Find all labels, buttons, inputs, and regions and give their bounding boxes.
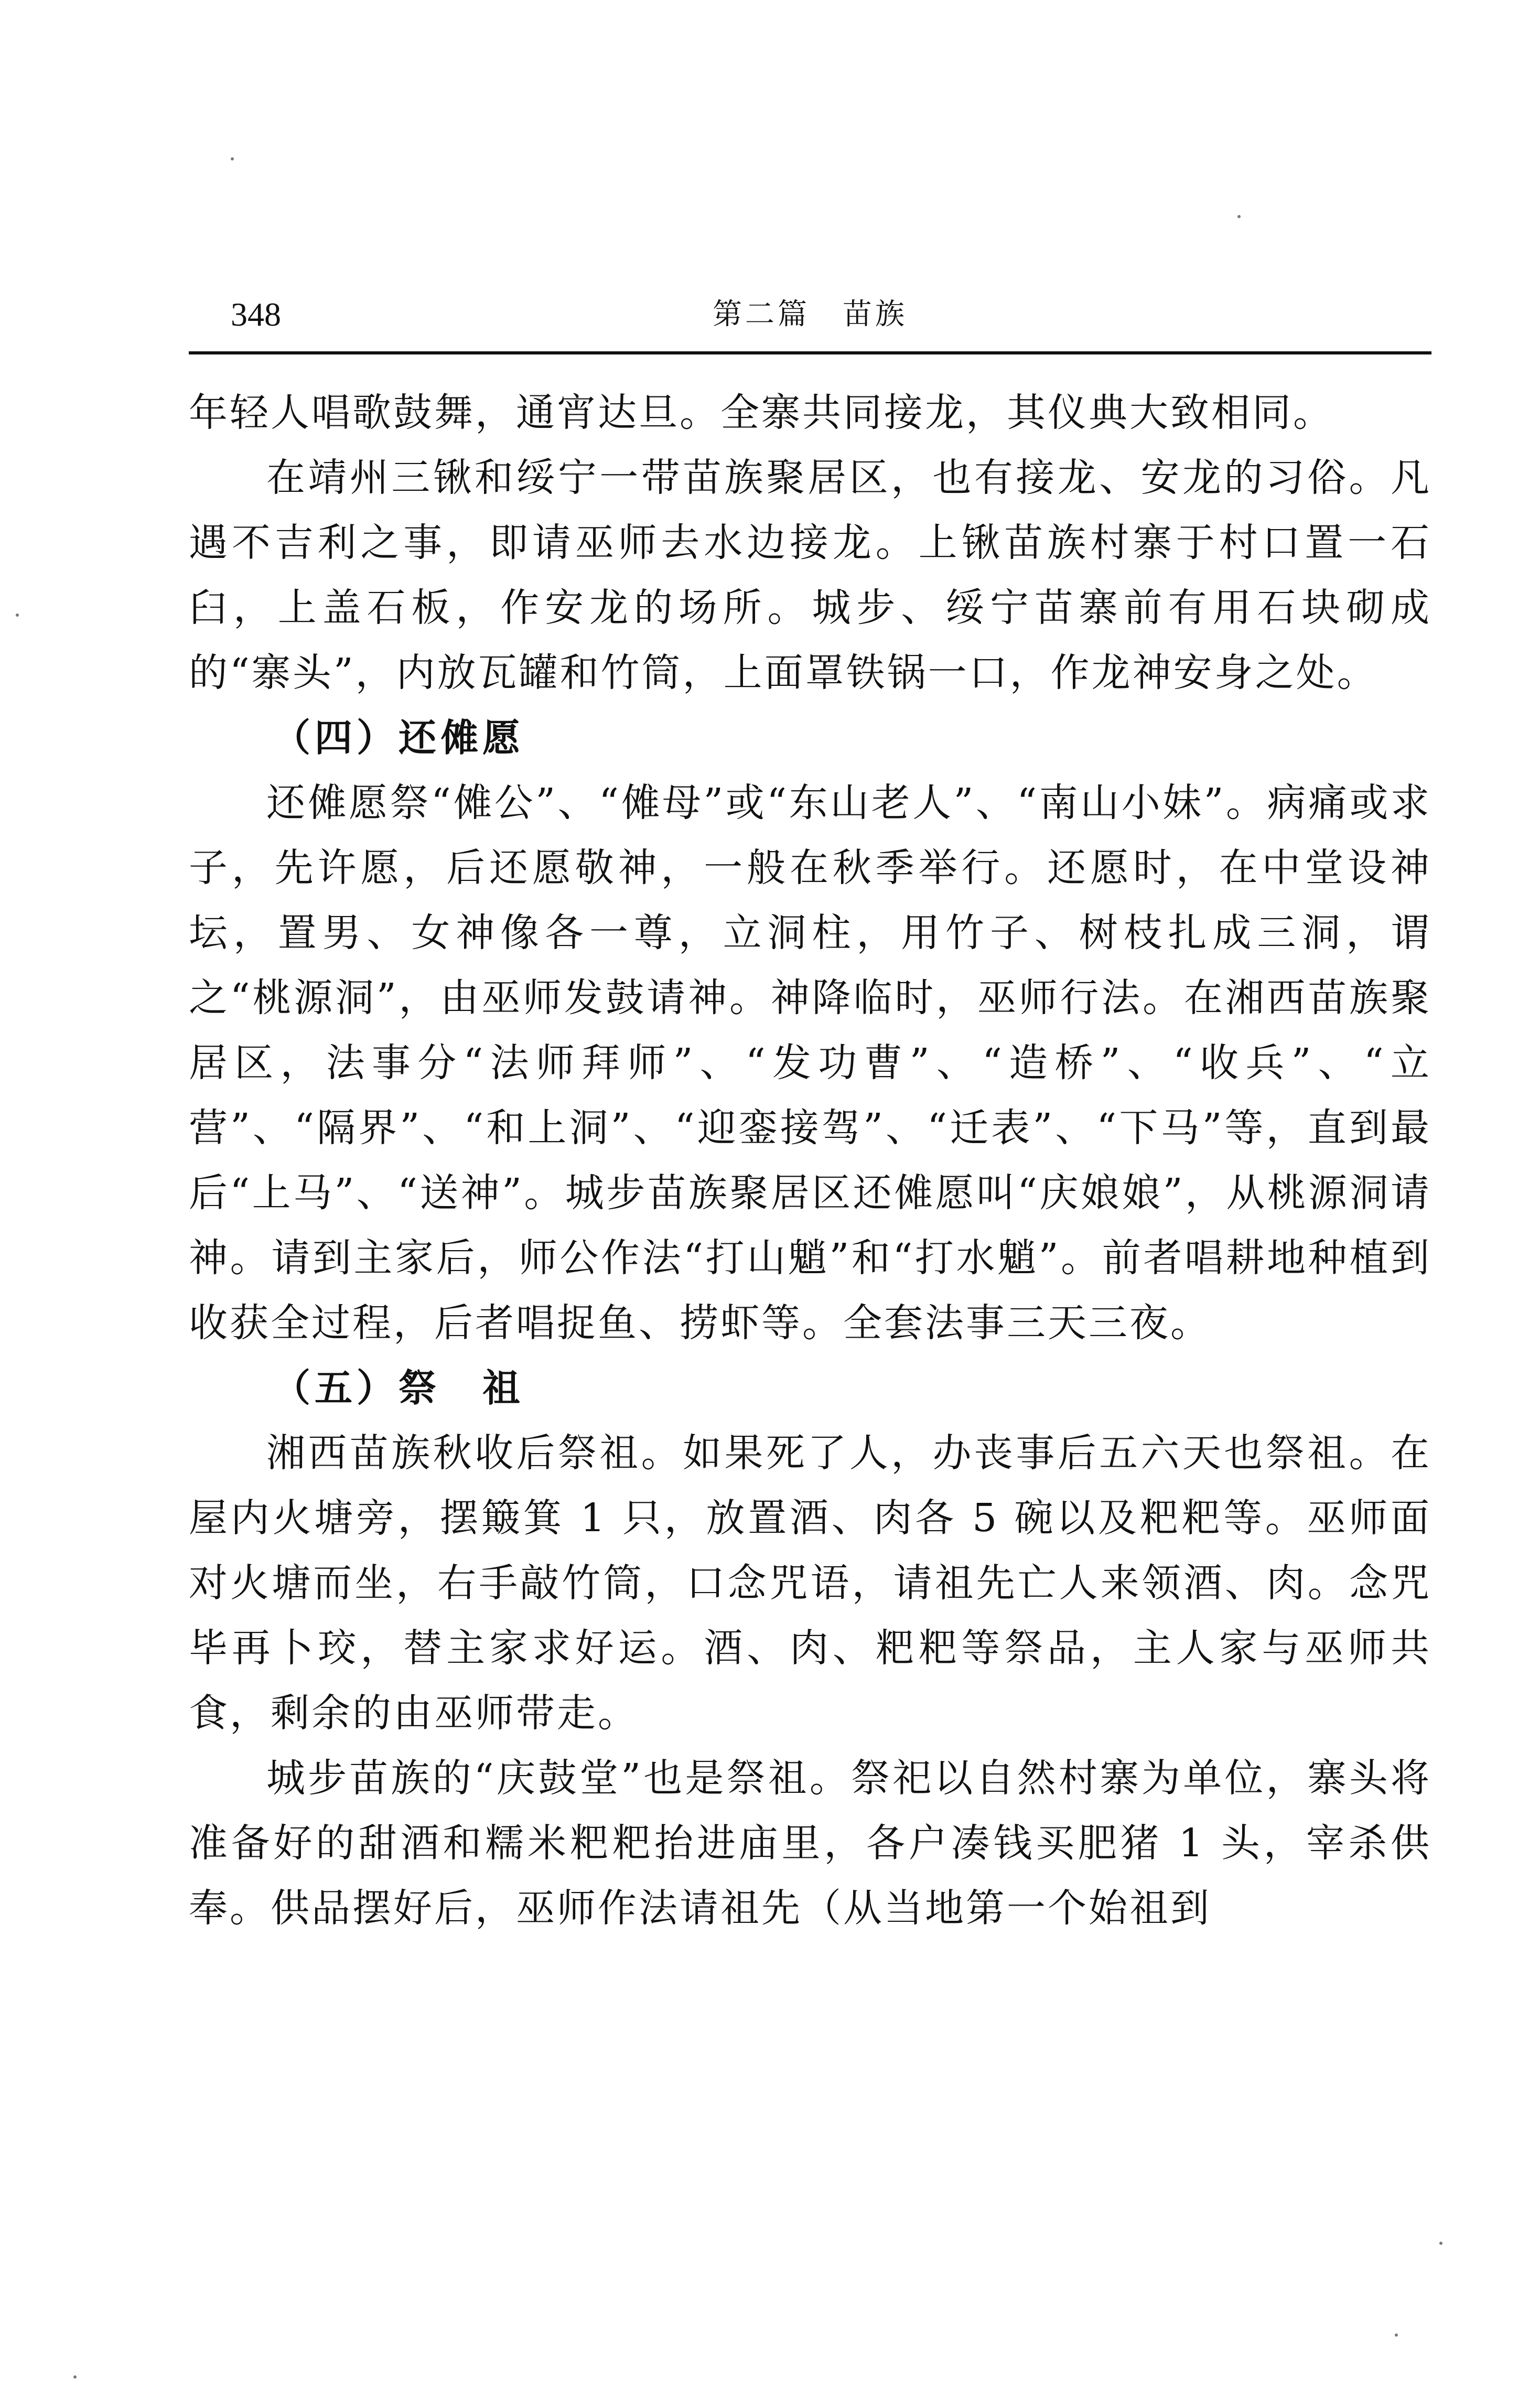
scan-speck <box>16 614 19 617</box>
running-head: 第二篇 苗族 <box>713 297 908 331</box>
scan-speck <box>1237 215 1241 218</box>
scan-speck <box>1439 2242 1442 2245</box>
header-rule <box>189 351 1431 354</box>
scan-speck <box>73 2375 77 2379</box>
paragraph-jizu-xiangxi: 湘西苗族秋收后祭祖。如果死了人，办丧事后五六天也祭祖。在屋内火塘旁，摆簸箕 1 只，放置酒、肉各 5 碗以及粑粑等。巫师面对火塘而坐，右手敲竹筒，口念咒语，请祖先亡人来领酒、肉。念咒毕再卜珓，替主家求好运。酒、肉、粑粑等祭品，主人家与巫师共食，剩余的由巫师带走。 <box>189 1430 1431 1736</box>
paragraph-jizu-chengbu: 城步苗族的“庆鼓堂”也是祭祖。祭祀以自然村寨为单位，寨头将准备好的甜酒和糯米粑粑抬进庙里，各户凑钱买肥猪 1 头，宰杀供奉。供品摆好后，巫师作法请祖先（从当地第一个始祖到 <box>189 1756 1431 1931</box>
scan-speck <box>1395 2333 1398 2337</box>
paragraph-jingzhou: 在靖州三锹和绥宁一带苗族聚居区，也有接龙、安龙的习俗。凡遇不吉利之事，即请巫师去水边接龙。上锹苗族村寨于村口置一石臼，上盖石板，作安龙的场所。城步、绥宁苗寨前有用石块砌成的“寨头”，内放瓦罐和竹筒，上面罩铁锅一口，作龙神安身之处。 <box>189 455 1431 695</box>
section-heading-huannuoyuan: （四）还傩愿 <box>273 716 525 760</box>
page-header <box>189 286 1431 343</box>
section-heading-jizu: （五）祭 祖 <box>273 1366 525 1410</box>
scan-speck <box>231 157 234 160</box>
page-number: 348 <box>231 296 281 333</box>
body-text <box>189 380 1431 1941</box>
paragraph-continuation: 年轻人唱歌鼓舞，通宵达旦。全寨共同接龙，其仪典大致相同。 <box>189 390 1334 435</box>
paragraph-huannuoyuan: 还傩愿祭“傩公”、“傩母”或“东山老人”、“南山小妹”。病痛或求子，先许愿，后还愿敬神，一般在秋季举行。还愿时，在中堂设神坛，置男、女神像各一尊，立洞柱，用竹子、树枝扎成三洞，谓之“桃源洞”，由巫师发鼓请神。神降临时，巫师行法。在湘西苗族聚居区，法事分“法师拜师”、“发功曹”、“造桥”、“收兵”、“立营”、“隔界”、“和上洞”、“迎銮接驾”、“迁表”、“下马”等，直到最后“上马”、“送神”。城步苗族聚居区还傩愿叫“庆娘娘”，从桃源洞请神。请到主家后，师公作法“打山魈”和“打水魈”。前者唱耕地种植到收获全过程，后者唱捉鱼、捞虾等。全套法事三天三夜。 <box>189 780 1431 1346</box>
